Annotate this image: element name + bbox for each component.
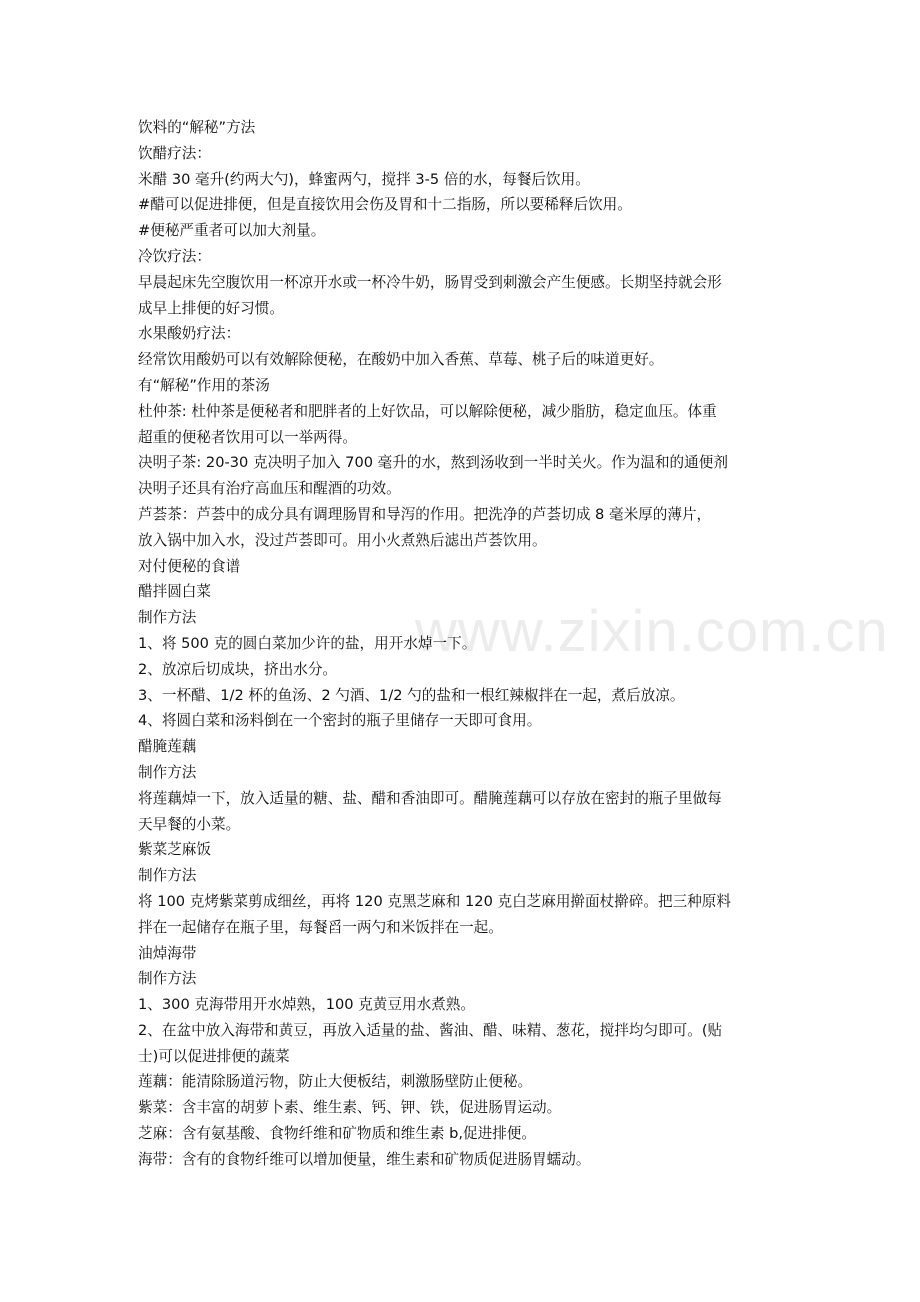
text-line: 莲藕：能清除肠道污物，防止大便板结，刺激肠壁防止便秘。: [138, 1073, 533, 1091]
text-line: 4、将圆白菜和汤料倒在一个密封的瓶子里储存一天即可食用。: [138, 712, 542, 730]
text-line: 经常饮用酸奶可以有效解除便秘，在酸奶中加入香蕉、草莓、桃子后的味道更好。: [138, 351, 664, 369]
text-line: 制作方法: [138, 970, 197, 988]
text-line: 2、在盆中放入海带和黄豆，再放入适量的盐、酱油、醋、味精、葱花，搅拌均匀即可。(贴: [138, 1021, 723, 1039]
text-line: 3、一杯醋、1/2 杯的鱼汤、2 勺酒、1/2 勺的盐和一根红辣椒拌在一起，煮后放凉。: [138, 686, 685, 704]
text-line: 制作方法: [138, 867, 197, 885]
text-line: 紫菜芝麻饭: [138, 841, 211, 859]
text-line: 有“解秘”作用的茶汤: [138, 376, 270, 394]
text-line: 油焯海带: [138, 944, 197, 962]
text-line: 饮醋疗法：: [138, 144, 211, 162]
text-line: 天早餐的小菜。: [138, 815, 241, 833]
text-line: 水果酸奶疗法：: [138, 325, 241, 343]
text-line: 决明子茶: 20-30 克决明子加入 700 毫升的水，熬到汤收到一半时关火。作为温和的通便剂: [138, 454, 728, 472]
text-line: 拌在一起储存在瓶子里，每餐舀一两勺和米饭拌在一起。: [138, 918, 503, 936]
text-line: 制作方法: [138, 763, 197, 781]
text-line: 芝麻：含有氨基酸、食物纤维和矿物质和维生素 b,促进排便。: [138, 1125, 536, 1143]
text-line: 1、300 克海带用开水焯熟，100 克黄豆用水煮熟。: [138, 996, 475, 1014]
text-line: 超重的便秘者饮用可以一举两得。: [138, 428, 357, 446]
text-line: 成早上排便的好习惯。: [138, 299, 284, 317]
text-line: 醋拌圆白菜: [138, 583, 211, 601]
text-line: 将莲藕焯一下，放入适量的糖、盐、醋和香油即可。醋腌莲藕可以存放在密封的瓶子里做每: [138, 789, 722, 807]
text-line: #便秘严重者可以加大剂量。: [138, 222, 326, 240]
text-line: 放入锅中加入水，没过芦荟即可。用小火煮熟后滤出芦荟饮用。: [138, 531, 547, 549]
text-line: 米醋 30 毫升(约两大勺)，蜂蜜两勺，搅拌 3-5 倍的水，每餐后饮用。: [138, 170, 590, 188]
text-line: 士)可以促进排便的蔬菜: [138, 1047, 290, 1065]
text-line: 饮料的“解秘”方法: [138, 119, 256, 136]
document-body: [138, 115, 788, 1173]
text-line: 醋腌莲藕: [138, 738, 197, 756]
text-line: 冷饮疗法：: [138, 247, 211, 265]
text-line: 决明子还具有治疗高血压和醒酒的功效。: [138, 480, 401, 498]
text-line: 紫菜：含丰富的胡萝卜素、维生素、钙、钾、铁，促进肠胃运动。: [138, 1099, 562, 1117]
text-line: 1、将 500 克的圆白菜加少许的盐，用开水焯一下。: [138, 634, 477, 652]
text-line: 将 100 克烤紫菜剪成细丝，再将 120 克黑芝麻和 120 克白芝麻用擀面杖擀碎。把三种原料: [138, 892, 731, 910]
text-line: 芦荟茶：芦荟中的成分具有调理肠胃和导泻的作用。把洗净的芦荟切成 8 毫米厚的薄片，: [138, 505, 712, 523]
text-line: 2、放凉后切成块，挤出水分。: [138, 660, 338, 678]
watermark-text: www.zixin.com.cn: [415, 599, 889, 664]
text-line: 对付便秘的食谱: [138, 557, 241, 575]
text-line: 制作方法: [138, 609, 197, 627]
text-line: 杜仲茶: 杜仲茶是便秘者和肥胖者的上好饮品，可以解除便秘，减少脂肪，稳定血压。体重: [138, 402, 717, 420]
text-line: 海带：含有的食物纤维可以增加便量，维生素和矿物质促进肠胃蠕动。: [138, 1150, 591, 1168]
text-line: 早晨起床先空腹饮用一杯凉开水或一杯冷牛奶，肠胃受到刺激会产生便感。长期坚持就会形: [138, 273, 722, 291]
text-line: #醋可以促进排便，但是直接饮用会伤及胃和十二指肠，所以要稀释后饮用。: [138, 196, 632, 214]
